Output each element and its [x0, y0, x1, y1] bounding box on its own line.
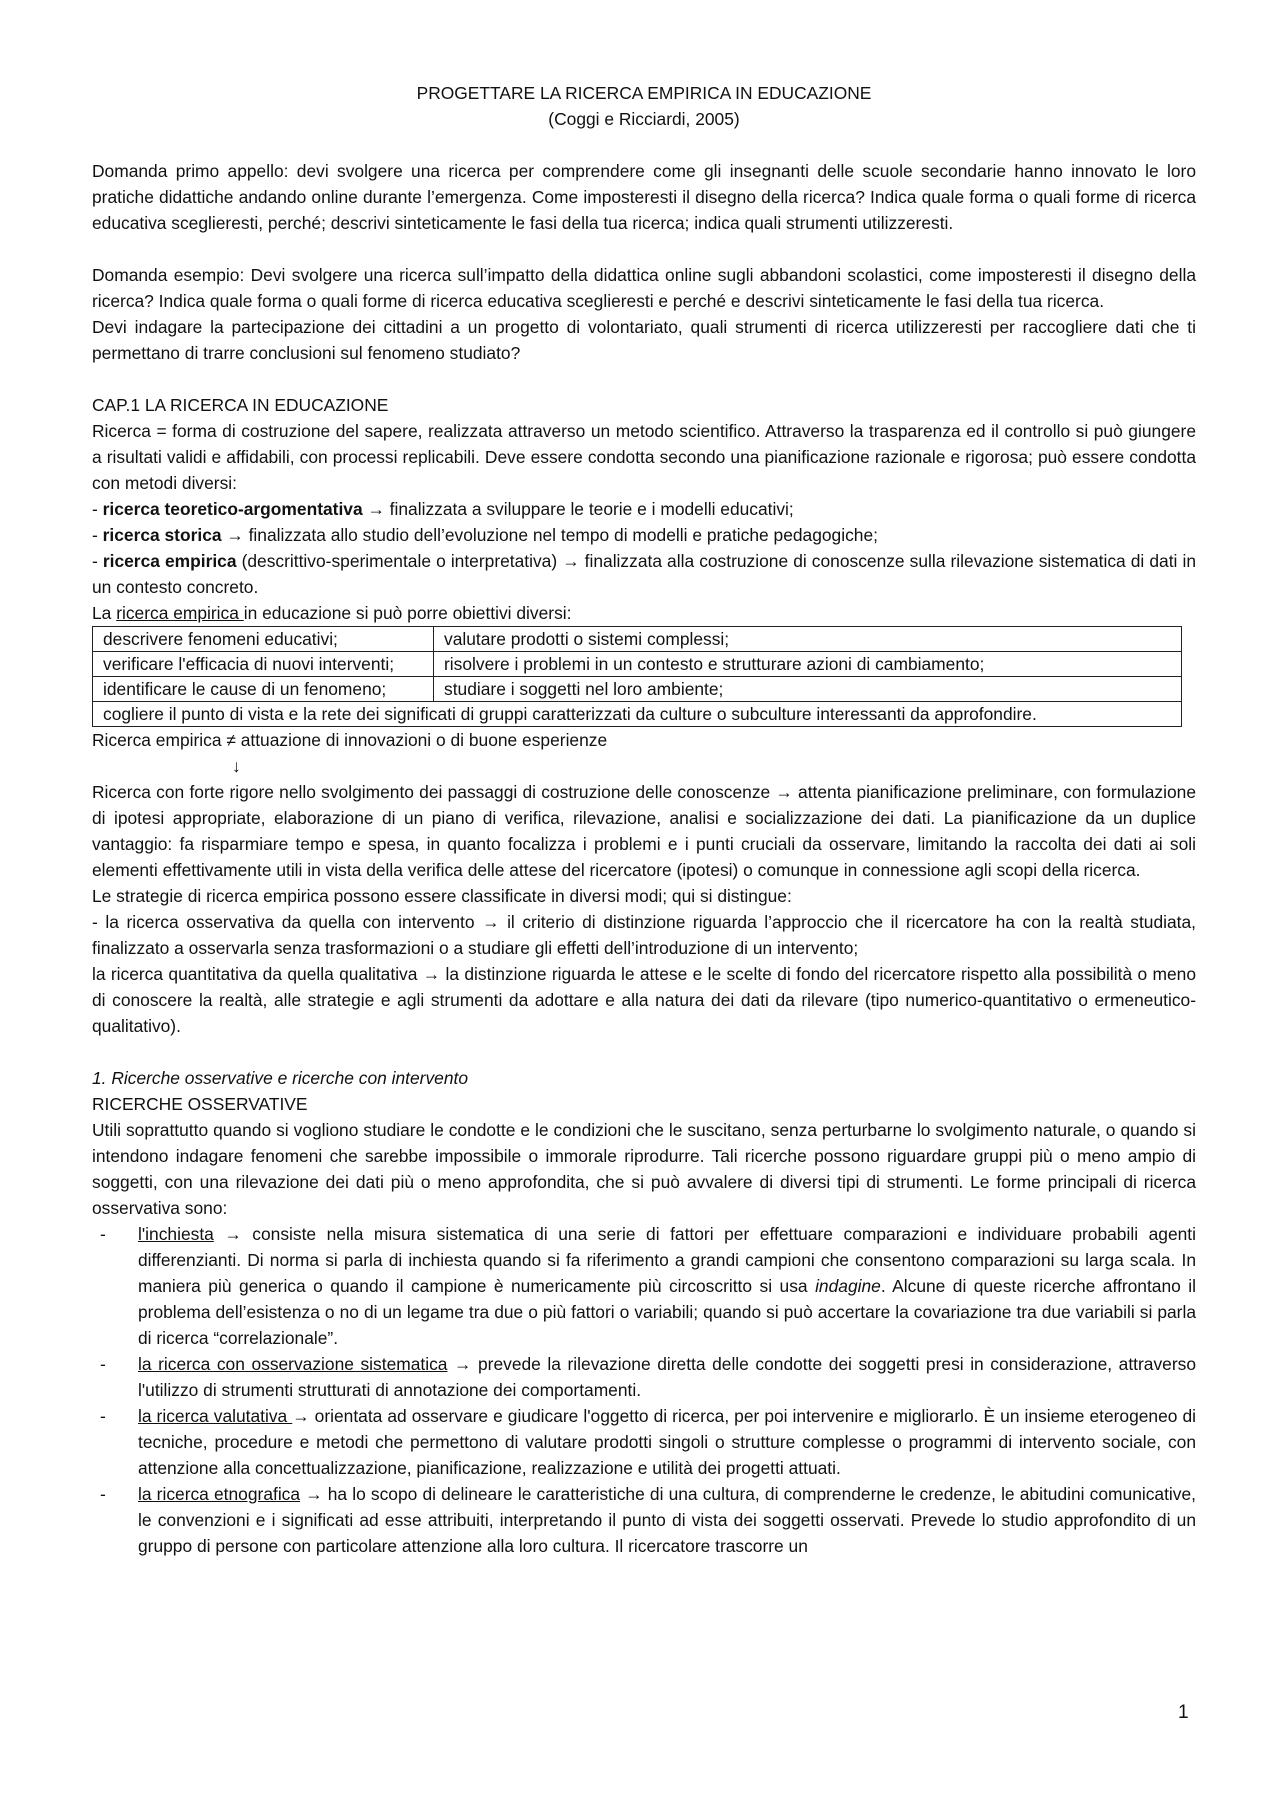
table-cell: descrivere fenomeni educativi; [93, 627, 434, 652]
list-dash: - [100, 1484, 106, 1504]
observational-forms-list [92, 1221, 1196, 1559]
list-text: → orientata ad osservare e giudicare l'oggetto di ricerca, per poi intervenire e migliorarlo. È un insieme eterogeneo di tecniche, procedure e metodi che permettono di valutare prodotti singoli o strutture complesse o programmi di intervento sociale, con attenzione alla concettualizzazione, pianificazione, realizzazione e utilità dei progetti attuati. [138, 1406, 1197, 1478]
table-row [93, 702, 1182, 727]
table-cell: identificare le cause di un fenomeno; [93, 677, 434, 702]
list-dash: - [100, 1354, 106, 1374]
question-volunteering: Devi indagare la partecipazione dei cittadini a un progetto di volontariato, quali strumenti di ricerca utilizzeresti per raccogliere dati che ti permettano di trarre conclusioni sul fenomeno studiato? [92, 317, 1196, 363]
objectives-lead [92, 600, 1196, 626]
section-intro: Utili soprattutto quando si vogliono studiare le condotte e le condizioni che le suscitano, senza perturbarne lo svolgimento naturale, o quando si intendono indagare fenomeni che sarebbe impossibile o immorale riprodurre. Tali ricerche possono riguardare gruppi più o meno ampio di soggetti, con una rilevazione dei dati più o meno approfondita, che si può avvalere di diversi tipi di strumenti. Le forme principali di ricerca osservativa sono: [92, 1120, 1196, 1218]
spacer [92, 132, 1196, 158]
research-type-name: ricerca storica [102, 525, 222, 545]
list-item [92, 1221, 1196, 1351]
document-subtitle: (Coggi e Ricciardi, 2005) [548, 109, 740, 129]
list-text: → consiste nella misura sistematica di una serie di fattori per effettuare comparazioni e individuare probabili agenti differenzianti. Di norma si parla di inchiesta quando si fa riferimento a grandi campioni che consentono comparazioni su larga scala. In maniera più generica o quando il campione è numericamente più circoscritto si usa [138, 1224, 1196, 1296]
section-subheading: RICERCHE OSSERVATIVE [92, 1094, 308, 1114]
table-cell: valutare prodotti o sistemi complessi; [434, 627, 1182, 652]
list-item [92, 1403, 1196, 1481]
research-type-theoretical: - ricerca teoretico-argomentativa → finalizzata a sviluppare le teorie e i modelli educativi; [92, 499, 794, 519]
section-heading-text: 1. Ricerche osservative e ricerche con intervento [92, 1068, 469, 1088]
list-text: . Alcune di queste ricerche affrontano il problema dell’esistenza o no di un legame tra due o più fattori o variabili; quando si può accertare la covariazione tra due variabili si parla di ricerca “correlazionale”. [138, 1276, 1196, 1348]
strategy-observational: - la ricerca osservativa da quella con intervento → il criterio di distinzione riguarda l’approccio che il ricercatore ha con la realtà studiata, finalizzato a osservarla senza trasformazioni o a studiare gli effetti dell’introduzione di un intervento; [92, 912, 1196, 958]
strategy-quantitative: la ricerca quantitativa da quella qualitativa → la distinzione riguarda le attese e le scelte di fondo del ricercatore rispetto alla possibilità o meno di conoscere la realtà, alle strategie e agli strumenti da adottare e alla natura dei dati da rilevare (tipo numerico-quantitativo o ermeneutico-qualitativo). [92, 964, 1196, 1036]
question-first-exam: Domanda primo appello: devi svolgere una ricerca per comprendere come gli insegnanti delle scuole secondarie hanno innovato le loro pratiche didattiche andando online durante l’emergenza. Come imposteresti il disegno della ricerca? Indica quale forma o quali forme di ricerca educativa sceglieresti, perché; descrivi sinteticamente le fasi della tua ricerca; indica quali strumenti utilizzeresti. [92, 161, 1196, 233]
list-text: → prevede la rilevazione diretta delle condotte dei soggetti presi in considerazione, attraverso l'utilizzo di strumenti strutturati di annotazione dei comportamenti. [138, 1354, 1196, 1400]
research-type-desc: (descrittivo-sperimentale o interpretativa) → finalizzata alla costruzione di conoscenze sulla rilevazione sistematica di dati in un contesto concreto. [92, 551, 1196, 597]
document-title: PROGETTARE LA RICERCA EMPIRICA IN EDUCAZIONE [416, 83, 872, 103]
page-number: 1 [1178, 1702, 1189, 1723]
research-type-name: ricerca teoretico-argomentativa [102, 499, 363, 519]
rigor-paragraph: Ricerca con forte rigore nello svolgimento dei passaggi di costruzione delle conoscenze → attenta pianificazione preliminare, con formulazione di ipotesi appropriate, elaborazione di un piano di verifica, rilevazione, analisi e socializzazione dei dati. La pianificazione da un duplice vantaggio: fa risparmiare tempo e spesa, in quanto focalizza i problemi e i punti cruciali da osservare, limitando la raccolta dei dati ai soli elementi effettivamente utili in vista della verifica delle attese del ricercatore (ipotesi) o comunque in connessione agli scopi della ricerca. [92, 782, 1196, 880]
list-term: l'inchiesta [138, 1224, 214, 1244]
document-page [92, 80, 1196, 1559]
spacer [92, 366, 1196, 392]
list-dash: - [100, 1224, 106, 1244]
table-cell: cogliere il punto di vista e la rete dei significati di gruppi caratterizzati da culture o subculture interessanti da approfondire. [93, 702, 1182, 727]
question-example: Domanda esempio: Devi svolgere una ricerca sull’impatto della didattica online sugli abbandoni scolastici, come imposteresti il disegno della ricerca? Indica quale forma o quali forme di ricerca educativa sceglieresti e perché e descrivi sinteticamente le fasi della tua ricerca. [92, 265, 1196, 311]
strategies-intro: Le strategie di ricerca empirica possono essere classificate in diversi modi; qui si distingue: [92, 886, 792, 906]
spacer [92, 236, 1196, 262]
list-italic: indagine [815, 1276, 881, 1296]
table-row [93, 627, 1182, 652]
table-cell: risolvere i problemi in un contesto e strutturare azioni di cambiamento; [434, 652, 1182, 677]
list-term: la ricerca con osservazione sistematica [138, 1354, 448, 1374]
neq-statement: Ricerca empirica ≠ attuazione di innovazioni o di buone esperienze [92, 730, 608, 750]
research-type-empirical: - ricerca empirica (descrittivo-sperimentale o interpretativa) → finalizzata alla costruzione di conoscenze sulla rilevazione sistematica di dati in un contesto concreto. [92, 551, 1196, 597]
table-cell: studiare i soggetti nel loro ambiente; [434, 677, 1182, 702]
objectives-table [92, 626, 1182, 727]
objectives-lead-post: in educazione si può porre obiettivi diversi: [243, 603, 572, 623]
research-type-desc: → finalizzata a sviluppare le teorie e i modelli educativi; [362, 499, 794, 519]
list-term: la ricerca etnografica [138, 1484, 301, 1504]
list-item [92, 1351, 1196, 1403]
research-type-name: ricerca empirica [102, 551, 237, 571]
research-type-historical: - ricerca storica → finalizzata allo studio dell’evoluzione nel tempo di modelli e pratiche pedagogiche; [92, 525, 878, 545]
list-text: → ha lo scopo di delineare le caratteristiche di una cultura, di comprenderne le credenze, le abitudini comunicative, le convenzioni e i significati ad esse attribuiti, interpretando il punto di vista dei soggetti osservati. Prevede lo studio approfondito di un gruppo di persone con particolare attenzione alla loro cultura. Il ricercatore trascorre un [138, 1484, 1196, 1556]
list-dash: - [100, 1406, 106, 1426]
section-heading [92, 1065, 1196, 1091]
down-arrow-icon: ↓ [232, 756, 241, 776]
table-cell: verificare l'efficacia di nuovi interventi; [93, 652, 434, 677]
spacer [92, 1039, 1196, 1065]
list-term: la ricerca valutativa [138, 1406, 293, 1426]
table-row [93, 677, 1182, 702]
list-item [92, 1481, 1196, 1559]
objectives-lead-pre: La [92, 603, 117, 623]
chapter-intro: Ricerca = forma di costruzione del sapere, realizzata attraverso un metodo scientifico. Attraverso la trasparenza ed il controllo si può giungere a risultati validi e affidabili, con processi replicabili. Deve essere condotta secondo una pianificazione razionale e rigorosa; può essere condotta con metodi diversi: [92, 421, 1196, 493]
objectives-lead-underlined: ricerca empirica [116, 603, 244, 623]
chapter-heading: CAP.1 LA RICERCA IN EDUCAZIONE [92, 395, 389, 415]
research-type-desc: → finalizzata allo studio dell’evoluzione nel tempo di modelli e pratiche pedagogiche; [221, 525, 878, 545]
table-row [93, 652, 1182, 677]
